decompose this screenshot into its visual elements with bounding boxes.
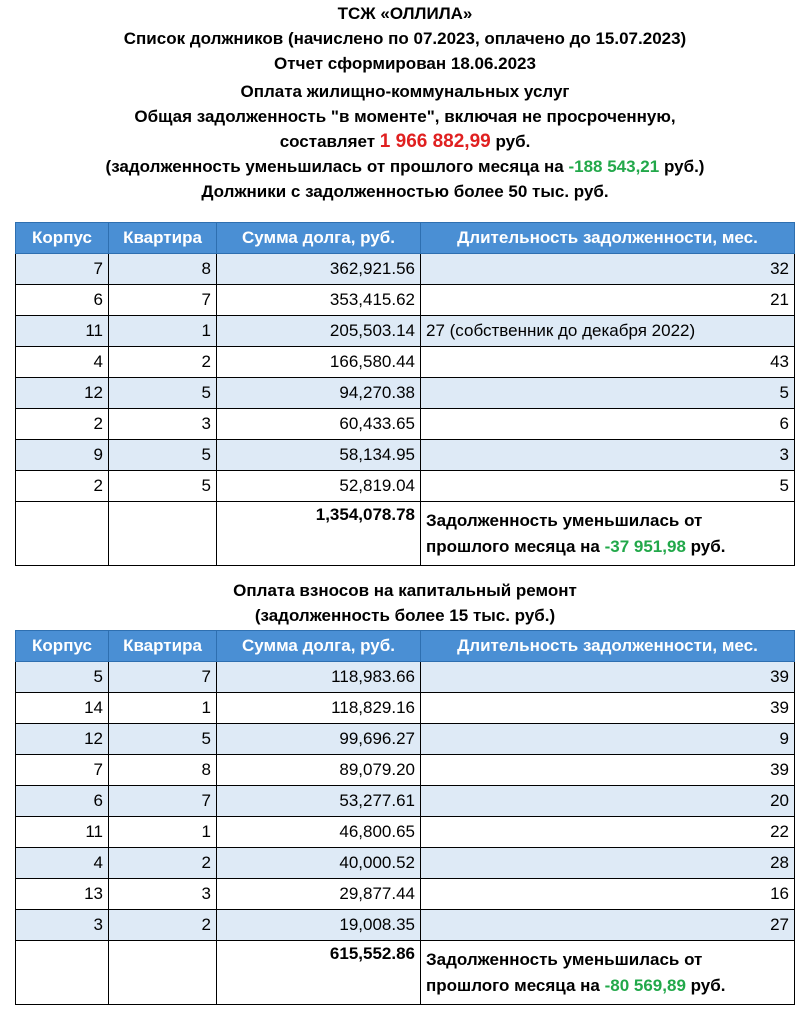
table-row (16, 724, 795, 755)
change-amount: -188 543,21 (568, 157, 660, 176)
table-row (16, 347, 795, 378)
cell-sum: 19,008.35 (217, 910, 421, 941)
cell-kvartira: 5 (109, 440, 217, 471)
change-suffix: руб.) (663, 157, 705, 176)
cell-korpus: 6 (16, 786, 109, 817)
total-amount: 1 966 882,99 (379, 131, 491, 152)
cell-duration: 5 (421, 471, 795, 502)
section1-title: Оплата жилищно-коммунальных услуг (240, 82, 570, 101)
cell-sum: 46,800.65 (217, 817, 421, 848)
cell-sum: 40,000.52 (217, 848, 421, 879)
table-row (16, 910, 795, 941)
col-kvartira: Квартира (109, 223, 217, 254)
total-empty-cell (109, 941, 217, 1005)
col-korpus: Корпус (16, 223, 109, 254)
table-row (16, 254, 795, 285)
cell-korpus: 6 (16, 285, 109, 316)
table-total-row (16, 502, 795, 566)
table1-caption: Должники с задолженностью более 50 тыс. руб. (201, 182, 609, 201)
total-line: Общая задолженность "в моменте", включая не просроченную, (134, 107, 676, 126)
col-duration: Длительность задолженности, мес. (421, 223, 795, 254)
report-header (0, 0, 810, 204)
table-total-sum: 615,552.86 (217, 941, 421, 1005)
table-row (16, 662, 795, 693)
table-row (16, 440, 795, 471)
cell-duration: 27 (421, 910, 795, 941)
cell-duration: 39 (421, 693, 795, 724)
section2-title: Оплата взносов на капитальный ремонт (233, 581, 577, 600)
total-empty-cell (16, 502, 109, 566)
cell-korpus: 7 (16, 254, 109, 285)
cell-kvartira: 8 (109, 254, 217, 285)
table-total-note (421, 502, 795, 566)
total-empty-cell (16, 941, 109, 1005)
cell-korpus: 2 (16, 409, 109, 440)
cell-kvartira: 2 (109, 910, 217, 941)
col-duration: Длительность задолженности, мес. (421, 631, 795, 662)
cell-korpus: 2 (16, 471, 109, 502)
table-row (16, 409, 795, 440)
org-name: ТСЖ «ОЛЛИЛА» (337, 4, 473, 23)
note-suffix: руб. (690, 975, 726, 995)
table-row (16, 471, 795, 502)
debtors-table-capital-repair (15, 630, 795, 1005)
col-sum: Сумма долга, руб. (217, 223, 421, 254)
note-prefix: прошлого месяца на (426, 536, 600, 556)
cell-korpus: 5 (16, 662, 109, 693)
cell-kvartira: 1 (109, 693, 217, 724)
cell-korpus: 14 (16, 693, 109, 724)
cell-duration: 22 (421, 817, 795, 848)
cell-kvartira: 1 (109, 817, 217, 848)
cell-sum: 94,270.38 (217, 378, 421, 409)
cell-duration: 32 (421, 254, 795, 285)
cell-korpus: 3 (16, 910, 109, 941)
total-amount-line (0, 129, 810, 154)
table-row (16, 285, 795, 316)
table-header-row (16, 223, 795, 254)
table-row (16, 378, 795, 409)
cell-korpus: 11 (16, 316, 109, 347)
note-suffix: руб. (690, 536, 726, 556)
cell-sum: 166,580.44 (217, 347, 421, 378)
cell-kvartira: 2 (109, 347, 217, 378)
col-korpus: Корпус (16, 631, 109, 662)
cell-duration: 20 (421, 786, 795, 817)
cell-duration: 39 (421, 662, 795, 693)
cell-sum: 99,696.27 (217, 724, 421, 755)
table-total-row (16, 941, 795, 1005)
cell-kvartira: 3 (109, 879, 217, 910)
cell-korpus: 7 (16, 755, 109, 786)
cell-duration: 39 (421, 755, 795, 786)
cell-korpus: 4 (16, 347, 109, 378)
table-row (16, 817, 795, 848)
cell-kvartira: 7 (109, 662, 217, 693)
cell-sum: 89,079.20 (217, 755, 421, 786)
table-row (16, 755, 795, 786)
table-row (16, 879, 795, 910)
cell-korpus: 4 (16, 848, 109, 879)
cell-kvartira: 5 (109, 378, 217, 409)
cell-duration: 21 (421, 285, 795, 316)
note-amount: -37 951,98 (604, 536, 686, 556)
debtors-table-utilities (15, 222, 795, 566)
cell-kvartira: 8 (109, 755, 217, 786)
cell-sum: 52,819.04 (217, 471, 421, 502)
table-total-sum: 1,354,078.78 (217, 502, 421, 566)
cell-duration: 16 (421, 879, 795, 910)
section2-header (0, 578, 810, 628)
cell-sum: 353,415.62 (217, 285, 421, 316)
table-row (16, 316, 795, 347)
table-total-note (421, 941, 795, 1005)
col-sum: Сумма долга, руб. (217, 631, 421, 662)
cell-duration: 9 (421, 724, 795, 755)
note-prefix: прошлого месяца на (426, 975, 600, 995)
cell-duration: 5 (421, 378, 795, 409)
total-prefix: составляет (279, 132, 376, 151)
table-row (16, 848, 795, 879)
cell-kvartira: 2 (109, 848, 217, 879)
cell-korpus: 12 (16, 378, 109, 409)
change-line (0, 154, 810, 179)
col-kvartira: Квартира (109, 631, 217, 662)
total-suffix: руб. (495, 132, 531, 151)
list-title: Список должников (начислено по 07.2023, оплачено до 15.07.2023) (123, 29, 687, 48)
note-line1: Задолженность уменьшилась от (426, 949, 703, 969)
table-header-row (16, 631, 795, 662)
cell-sum: 60,433.65 (217, 409, 421, 440)
total-empty-cell (109, 502, 217, 566)
cell-sum: 29,877.44 (217, 879, 421, 910)
change-prefix: (задолженность уменьшилась от прошлого месяца на (105, 157, 564, 176)
cell-sum: 362,921.56 (217, 254, 421, 285)
cell-duration: 27 (собственник до декабря 2022) (421, 316, 795, 347)
cell-kvartira: 5 (109, 724, 217, 755)
cell-sum: 118,983.66 (217, 662, 421, 693)
cell-korpus: 12 (16, 724, 109, 755)
note-amount: -80 569,89 (604, 975, 686, 995)
cell-korpus: 9 (16, 440, 109, 471)
note-line1: Задолженность уменьшилась от (426, 510, 703, 530)
report-date: Отчет сформирован 18.06.2023 (274, 54, 536, 73)
section2-subtitle: (задолженность более 15 тыс. руб.) (254, 606, 556, 625)
cell-duration: 6 (421, 409, 795, 440)
cell-korpus: 11 (16, 817, 109, 848)
table-row (16, 693, 795, 724)
cell-kvartira: 1 (109, 316, 217, 347)
cell-kvartira: 7 (109, 285, 217, 316)
cell-kvartira: 5 (109, 471, 217, 502)
cell-sum: 58,134.95 (217, 440, 421, 471)
table-row (16, 786, 795, 817)
cell-duration: 28 (421, 848, 795, 879)
cell-kvartira: 3 (109, 409, 217, 440)
cell-sum: 205,503.14 (217, 316, 421, 347)
cell-duration: 3 (421, 440, 795, 471)
cell-sum: 53,277.61 (217, 786, 421, 817)
cell-duration: 43 (421, 347, 795, 378)
cell-kvartira: 7 (109, 786, 217, 817)
cell-korpus: 13 (16, 879, 109, 910)
cell-sum: 118,829.16 (217, 693, 421, 724)
